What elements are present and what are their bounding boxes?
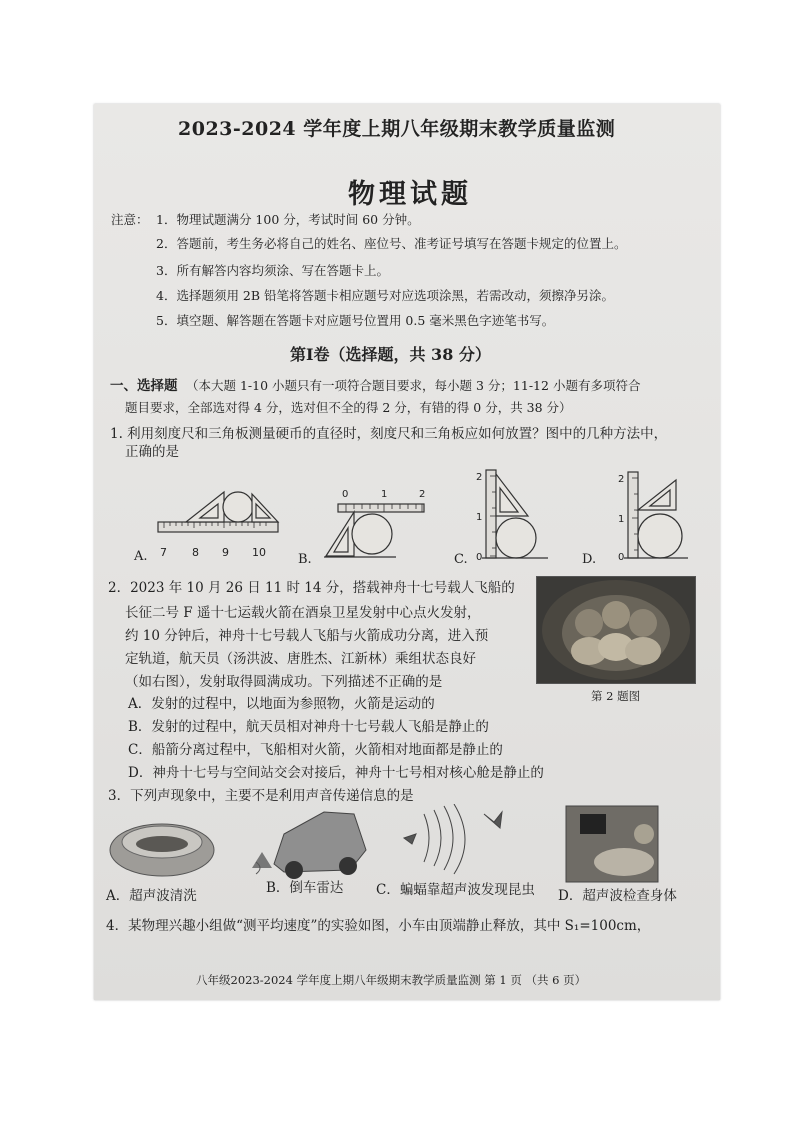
- ruler-a-label: 7: [160, 546, 167, 559]
- exam-title: 2023-2024 学年度上期八年级期末教学质量监测: [178, 118, 616, 140]
- q1-option-d: D.: [582, 552, 597, 567]
- note-item: 1．物理试题满分 100 分，考试时间 60 分钟。: [156, 212, 420, 227]
- ruler-c-label: 1: [476, 512, 483, 523]
- notes-label: 注意：: [111, 212, 149, 227]
- q2-stem-line: 定轨道，航天员（汤洪波、唐胜杰、江新林）乘组状态良好: [125, 651, 476, 667]
- figure-a: [158, 492, 278, 532]
- ruler-a-label: 10: [252, 546, 266, 559]
- q1-option-b: B.: [298, 552, 312, 567]
- section-heading: 一、选择题: [110, 378, 178, 394]
- q3-option-d: D．超声波检查身体: [558, 888, 677, 904]
- note-item: 3．所有解答内容均须涂、写在答题卡上。: [156, 263, 389, 278]
- exam-page: [94, 104, 720, 1000]
- q2-option-d: D．神舟十七号与空间站交会对接后，神舟十七号相对核心舱是静止的: [128, 765, 544, 781]
- bat-image: [404, 804, 502, 874]
- section-title: 第Ⅰ卷（选择题，共 38 分）: [290, 345, 491, 364]
- ruler-c-label: 0: [476, 552, 483, 563]
- q1-stem-line2: 正确的是: [125, 444, 179, 460]
- q2-option-a: A．发射的过程中，以地面为参照物，火箭是运动的: [128, 696, 435, 712]
- q1-figures: [128, 464, 720, 568]
- q1-option-a: A.: [134, 549, 148, 564]
- note-item: 5．填空题、解答题在答题卡对应题号位置用 0.5 毫米黑色字迹笔书写。: [156, 313, 555, 328]
- q3-option-a: A．超声波清洗: [106, 888, 197, 904]
- ruler-a-label: 8: [192, 546, 199, 559]
- car-radar-image: [252, 812, 366, 879]
- ruler-d-label: 1: [618, 514, 625, 525]
- q1-option-c: C.: [454, 552, 468, 567]
- q3-images: [104, 804, 704, 886]
- figure-c: [482, 470, 548, 558]
- q2-option-c: C．船箭分离过程中，飞船相对火箭，火箭相对地面都是静止的: [128, 742, 503, 758]
- q2-stem-line: 2．2023 年 10 月 26 日 11 时 14 分，搭载神舟十七号载人飞船的: [108, 580, 515, 596]
- q3-option-b: B．倒车雷达: [266, 880, 344, 896]
- q3-stem: 3．下列声现象中，主要不是利用声音传递信息的是: [108, 788, 414, 804]
- astronauts-photo: [536, 576, 696, 684]
- q2-option-b: B．发射的过程中，航天员相对神舟十七号载人飞船是静止的: [128, 719, 489, 735]
- q2-stem-line: （如右图），发射取得圆满成功。下列描述不正确的是: [125, 674, 443, 690]
- section-desc-1: （本大题 1-10 小题只有一项符合题目要求，每小题 3 分；11-12 小题有多项符合: [186, 378, 641, 393]
- ruler-b-label: 2: [419, 489, 426, 500]
- ruler-a-label: 9: [222, 546, 229, 559]
- ruler-d-label: 0: [618, 552, 625, 563]
- figure-d: [624, 472, 688, 558]
- section-desc-2: 题目要求，全部选对得 4 分，选对但不全的得 2 分，有错的得 0 分，共 38 分）: [125, 400, 572, 415]
- q2-stem-line: 长征二号 F 遥十七运载火箭在酒泉卫星发射中心点火发射，: [125, 605, 481, 621]
- note-item: 2．答题前，考生务必将自己的姓名、座位号、准考证号填写在答题卡规定的位置上。: [156, 236, 627, 251]
- figure-b: [324, 504, 424, 557]
- q1-stem-line1: 1. 利用刻度尺和三角板测量硬币的直径时，刻度尺和三角板应如何放置？图中的几种方法中，: [110, 426, 668, 442]
- q2-figure-caption: 第 2 题图: [591, 689, 641, 703]
- ultrasound-exam-image: [566, 806, 658, 882]
- ultrasonic-cleaner-image: [110, 824, 214, 876]
- q2-stem-line: 约 10 分钟后，神舟十七号载人飞船与火箭成功分离，进入预: [125, 628, 489, 644]
- ruler-c-label: 2: [476, 472, 483, 483]
- ruler-b-label: 0: [342, 489, 349, 500]
- ruler-d-label: 2: [618, 474, 625, 485]
- note-item: 4．选择题须用 2B 铅笔将答题卡相应题号对应选项涂黑，若需改动，须擦净另涂。: [156, 288, 615, 303]
- q4-stem: 4．某物理兴趣小组做“测平均速度”的实验如图，小车由顶端静止释放，其中 S₁=100cm，: [106, 918, 651, 934]
- page-footer: 八年级2023-2024 学年度上期八年级期末教学质量监测 第 1 页 （共 6 页）: [196, 973, 587, 987]
- q3-option-c: C．蝙蝠靠超声波发现昆虫: [376, 882, 535, 898]
- subject-title: 物理试题: [348, 179, 472, 210]
- ruler-b-label: 1: [381, 489, 388, 500]
